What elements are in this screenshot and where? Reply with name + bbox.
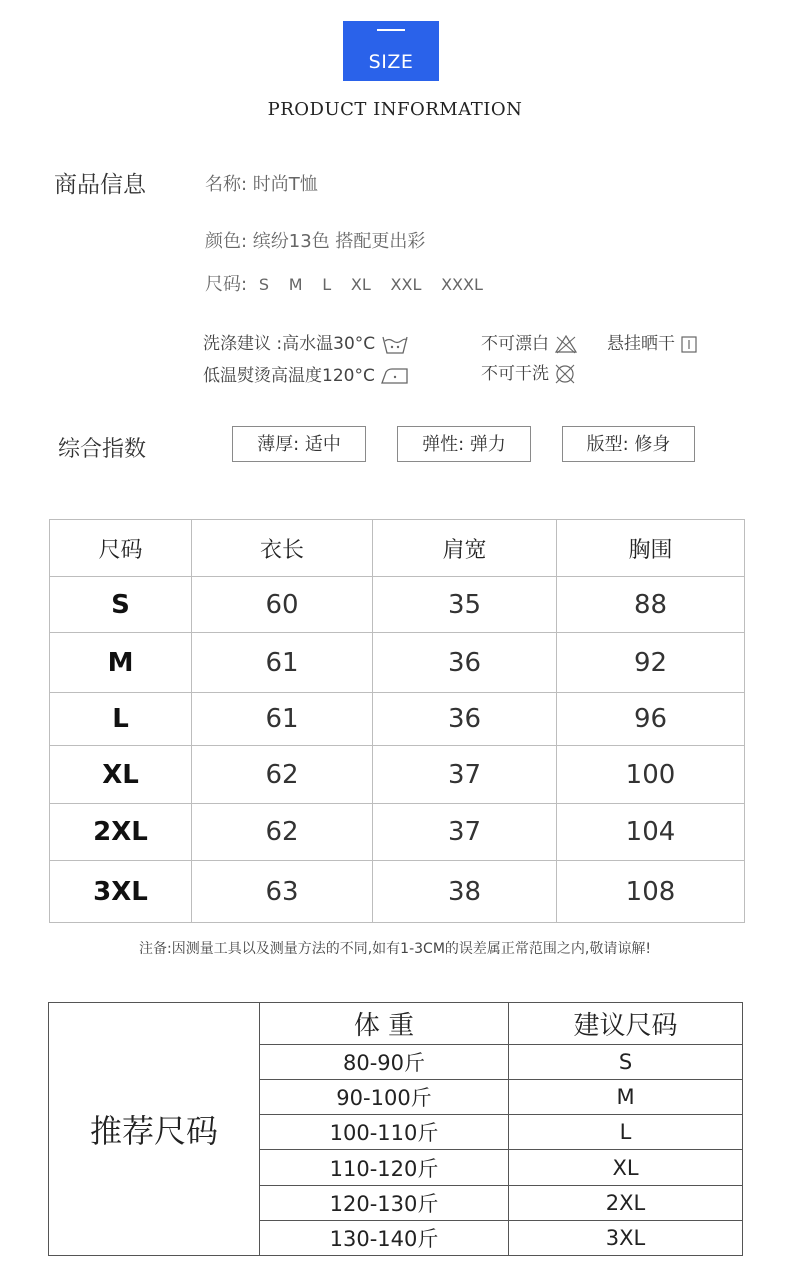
product-name: 名称: 时尚T恤 <box>205 174 318 195</box>
cell-chest: 108 <box>557 861 745 923</box>
wash-advice: 洗涤建议 :高水温30°C <box>203 334 376 354</box>
recommend-title: 推荐尺码 <box>49 1003 260 1256</box>
cell-suggested-size: L <box>509 1115 743 1150</box>
cell-length: 61 <box>192 633 373 693</box>
table-row <box>50 861 745 923</box>
cell-weight: 110-120斤 <box>260 1150 509 1185</box>
section-subtitle: PRODUCT INFORMATION <box>267 99 523 120</box>
fit-badge: 版型: 修身 <box>562 426 695 462</box>
cell-chest: 100 <box>557 746 745 804</box>
no-dryclean-label: 不可干洗 <box>481 364 549 384</box>
table-row <box>50 746 745 804</box>
cell-chest: 104 <box>557 804 745 861</box>
no-dryclean-item <box>481 359 576 385</box>
cell-suggested-size: 2XL <box>509 1185 743 1220</box>
cell-weight: 120-130斤 <box>260 1185 509 1220</box>
index-title: 综合指数 <box>58 437 147 462</box>
size-badge <box>343 21 439 81</box>
recommend-table <box>48 1002 743 1256</box>
header-suggested-size: 建议尺码 <box>509 1003 743 1045</box>
cell-shoulder: 38 <box>373 861 557 923</box>
product-sizes <box>205 270 497 296</box>
cell-chest: 92 <box>557 633 745 693</box>
no-dryclean-icon <box>554 363 576 385</box>
cell-size: L <box>50 693 192 746</box>
table-header-row <box>49 1003 743 1045</box>
thickness-badge: 薄厚: 适中 <box>232 426 366 462</box>
table-row <box>50 804 745 861</box>
badge-bar <box>377 29 405 31</box>
size-table <box>49 519 745 923</box>
cell-shoulder: 37 <box>373 804 557 861</box>
size-option: M <box>288 275 303 294</box>
cell-chest: 96 <box>557 693 745 746</box>
wash-basin-icon <box>381 333 409 355</box>
cell-length: 63 <box>192 861 373 923</box>
size-option: XXXL <box>441 275 483 294</box>
cell-length: 62 <box>192 746 373 804</box>
header-size: 尺码 <box>50 520 192 577</box>
cell-chest: 88 <box>557 577 745 633</box>
cell-shoulder: 37 <box>373 746 557 804</box>
cell-size: 2XL <box>50 804 192 861</box>
header-shoulder: 肩宽 <box>373 520 557 577</box>
cell-suggested-size: XL <box>509 1150 743 1185</box>
cell-size: S <box>50 577 192 633</box>
cell-shoulder: 36 <box>373 693 557 746</box>
size-option: XL <box>350 275 371 294</box>
table-row <box>50 577 745 633</box>
product-info-title: 商品信息 <box>54 172 146 198</box>
cell-size: 3XL <box>50 861 192 923</box>
measurement-note: 注备:因测量工具以及测量方法的不同,如有1-3CM的误差属正常范围之内,敬请谅解! <box>139 941 651 957</box>
cell-suggested-size: M <box>509 1080 743 1115</box>
iron-advice: 低温熨烫高温度120°C <box>203 366 375 386</box>
no-bleach-label: 不可漂白 <box>481 334 549 354</box>
size-option: L <box>322 275 332 294</box>
size-option: XXL <box>390 275 422 294</box>
table-row <box>50 633 745 693</box>
cell-suggested-size: 3XL <box>509 1220 743 1255</box>
cell-length: 61 <box>192 693 373 746</box>
wash-line-2 <box>203 361 410 386</box>
table-header-row <box>50 520 745 577</box>
header-chest: 胸围 <box>557 520 745 577</box>
wash-line-1 <box>203 329 409 355</box>
iron-icon <box>380 366 410 386</box>
size-label: 尺码: <box>205 274 248 295</box>
cell-weight: 130-140斤 <box>260 1220 509 1255</box>
table-row <box>50 693 745 746</box>
header-weight: 体 重 <box>260 1003 509 1045</box>
hang-dry-item <box>607 329 698 354</box>
cell-size: M <box>50 633 192 693</box>
cell-length: 60 <box>192 577 373 633</box>
cell-weight: 100-110斤 <box>260 1115 509 1150</box>
cell-weight: 90-100斤 <box>260 1080 509 1115</box>
cell-shoulder: 35 <box>373 577 557 633</box>
cell-length: 62 <box>192 804 373 861</box>
product-color: 颜色: 缤纷13色 搭配更出彩 <box>205 231 426 252</box>
cell-suggested-size: S <box>509 1045 743 1080</box>
cell-weight: 80-90斤 <box>260 1045 509 1080</box>
size-badge-label: SIZE <box>368 51 414 73</box>
elasticity-badge: 弹性: 弹力 <box>397 426 531 462</box>
no-bleach-item <box>481 329 578 354</box>
no-bleach-icon <box>554 334 578 354</box>
size-option: S <box>258 275 269 294</box>
cell-size: XL <box>50 746 192 804</box>
header-length: 衣长 <box>192 520 373 577</box>
hang-dry-icon <box>680 334 698 354</box>
hang-dry-label: 悬挂晒干 <box>607 334 675 354</box>
cell-shoulder: 36 <box>373 633 557 693</box>
